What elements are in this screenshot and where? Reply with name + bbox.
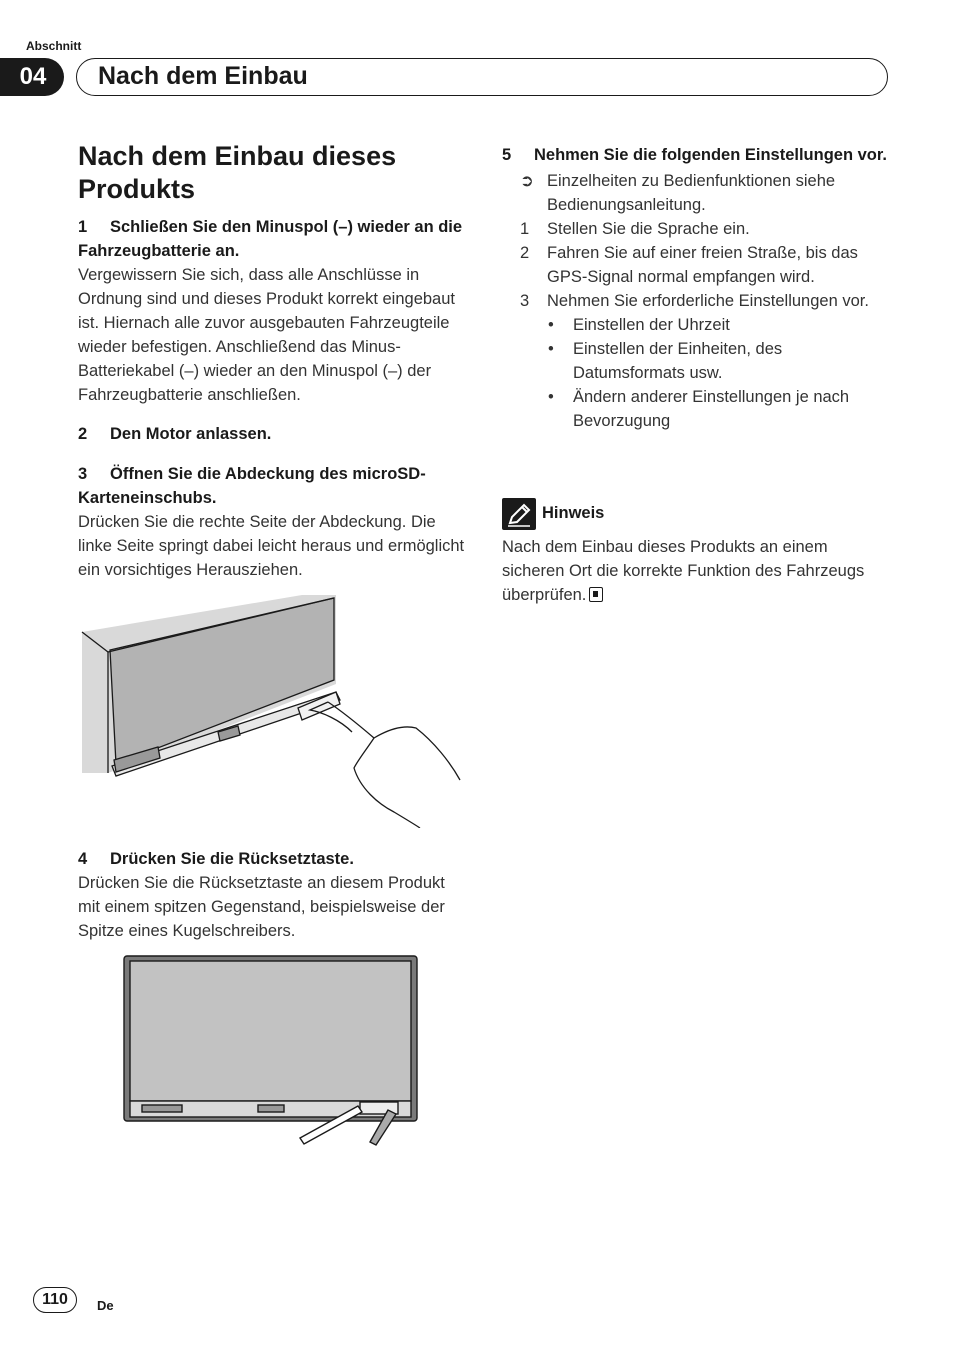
section-label: Abschnitt: [26, 39, 82, 53]
list-item: 3 Nehmen Sie erforderliche Einstellungen vor.: [520, 292, 869, 310]
step-3-heading: 3 Öffnen Sie die Abdeckung des microSD-Karteneinschubs.: [78, 462, 468, 510]
sub-list-item: • Ändern anderer Einstellungen je nach Bevorzugung: [548, 388, 850, 430]
step-number: 4: [78, 850, 88, 868]
step-5: [502, 143, 894, 433]
end-square-icon: [589, 587, 603, 602]
step-4-body: Drücken Sie die Rücksetztaste an diesem Produkt mit einem spitzen Gegenstand, beispielsweise der Spitze eines Kugelschreibers.: [78, 874, 445, 940]
reset-button-illustration: [122, 954, 422, 1146]
step-number: 2: [78, 425, 88, 443]
step-3-body: Drücken Sie die rechte Seite der Abdeckung. Die linke Seite springt dabei leicht heraus und ermöglicht ein vorsichtiges Herausziehen.: [78, 513, 465, 579]
step-1-heading: 1 Schließen Sie den Minuspol (–) wieder an die Fahrzeugbatterie an.: [78, 215, 468, 263]
chapter-number-badge: 04: [0, 58, 64, 96]
note-label: Hinweis: [542, 504, 605, 522]
step-number: 1: [78, 218, 88, 236]
step-number: 3: [78, 465, 88, 483]
sub-list-item: • Einstellen der Einheiten, des Datumsformats usw.: [548, 340, 783, 382]
pencil-note-icon: [502, 498, 536, 530]
step-5-list: [502, 169, 894, 433]
step-5-heading: 5 Nehmen Sie die folgenden Einstellungen vor.: [502, 143, 894, 167]
chapter-title: Nach dem Einbau: [98, 62, 308, 90]
step-2: [78, 422, 468, 446]
step-4: [78, 847, 468, 943]
step-3: [78, 462, 468, 582]
step-1-body: Vergewissern Sie sich, dass alle Anschlüsse in Ordnung sind und dieses Produkt korrekt eingebaut ist. Hiernach alle zuvor ausgebauten Fahrzeugteile wieder befestigen. Anschließend das Minus-Batteriekabel (–) wieder an den Minuspol (–) der Fahrzeugbatterie anschließen.: [78, 266, 455, 404]
list-item: 1 Stellen Sie die Sprache ein.: [520, 220, 750, 238]
page-number: 110: [33, 1287, 77, 1313]
page-title: Nach dem Einbau dieses Produkts: [78, 141, 397, 204]
step-number: 5: [502, 146, 512, 164]
step-2-heading: 2 Den Motor anlassen.: [78, 422, 468, 446]
step-4-heading: 4 Drücken Sie die Rücksetztaste.: [78, 847, 468, 871]
sub-list-item: • Einstellen der Uhrzeit: [548, 316, 730, 334]
microsd-cover-illustration: [78, 592, 462, 828]
note-text: Nach dem Einbau dieses Produkts an einem sicheren Ort die korrekte Funktion des Fahrzeugs überprüfen.: [502, 538, 865, 604]
list-item: ➲ Einzelheiten zu Bedienfunktionen siehe Bedienungsanleitung.: [502, 169, 894, 217]
arrow-icon: ➲: [520, 172, 534, 190]
list-item: 2 Fahren Sie auf einer freien Straße, bis das GPS-Signal normal empfangen wird.: [520, 244, 858, 286]
step-1: [78, 215, 468, 407]
language-code: De: [97, 1298, 114, 1313]
